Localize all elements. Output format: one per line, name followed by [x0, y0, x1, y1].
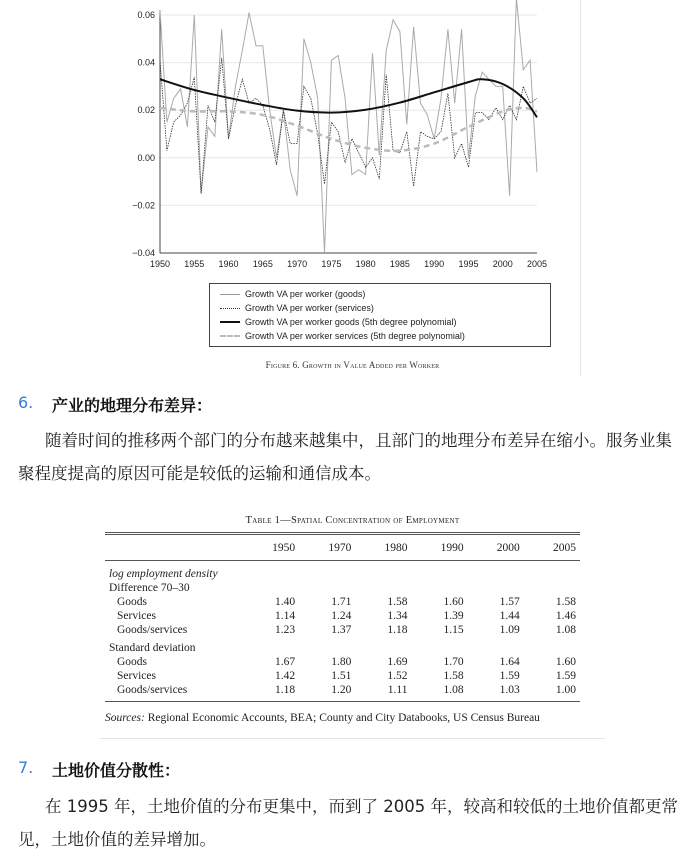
cell-value: 1.71: [331, 596, 352, 608]
row-label: Services: [117, 610, 156, 622]
cell-value: 1.08: [411, 683, 467, 702]
table-row: [105, 637, 580, 655]
cell-value: 1.59: [555, 670, 576, 682]
y-tick-label: −0.04: [132, 248, 155, 258]
group-label: log employment density: [109, 568, 218, 580]
x-tick-label: 1960: [218, 259, 239, 269]
table-row: [105, 683, 580, 702]
column-header: 1980: [355, 534, 411, 561]
x-tick-label: 1970: [287, 259, 308, 269]
section-7-paragraph: 在 1995 年，土地价值的分布更集中，而到了 2005 年，较高和较低的土地价值都更常见，土地价值的差异增加。: [18, 797, 678, 849]
section-number: 6.: [18, 393, 34, 412]
x-tick-label: 1965: [252, 259, 273, 269]
x-tick-label: 1985: [389, 259, 410, 269]
cell-value: 1.60: [555, 656, 576, 668]
chart-legend: [209, 283, 551, 347]
sources-text: Regional Economic Accounts, BEA; County and City Databooks, US Census Bureau: [147, 712, 540, 724]
table-row: [105, 623, 580, 637]
column-header: 2005: [524, 534, 580, 561]
legend-label: Growth VA per worker services (5th degree polynomial): [245, 331, 465, 341]
cell-value: 1.58: [555, 596, 576, 608]
cell-value: 1.34: [387, 610, 408, 622]
x-tick-label: 1990: [424, 259, 445, 269]
sources-label: Sources:: [105, 712, 145, 724]
cell-value: 1.37: [331, 624, 352, 636]
legend-item-goods: [210, 287, 550, 301]
row-label: Goods/services: [117, 624, 188, 636]
table-row: [105, 609, 580, 623]
table-row: [105, 669, 580, 683]
cell-value: 1.59: [499, 670, 520, 682]
cell-value: 1.44: [499, 610, 520, 622]
table-row: [105, 655, 580, 669]
cell-value: 1.67: [275, 656, 296, 668]
legend-item-services-poly: [210, 329, 550, 343]
cell-value: 1.64: [499, 656, 520, 668]
x-tick-label: 1955: [184, 259, 205, 269]
section-6-paragraph: 随着时间的推移两个部门的分布越来越集中，且部门的地理分布差异在缩小。服务业集聚程度提高的原因可能是较低的运输和通信成本。: [18, 431, 672, 483]
column-header: 1990: [411, 534, 467, 561]
cell-value: 1.58: [387, 596, 408, 608]
cell-value: 1.40: [275, 596, 296, 608]
table-row: [105, 561, 580, 582]
cell-value: 1.00: [524, 683, 580, 702]
section-6-heading: [18, 393, 213, 416]
table-sources: [105, 712, 540, 724]
figure-caption: Figure 6. Growth in Value Added per Worker: [265, 360, 440, 370]
cell-value: 1.69: [387, 656, 408, 668]
column-header: [105, 534, 243, 561]
y-tick-label: 0.02: [137, 105, 155, 116]
cell-value: 1.03: [468, 683, 524, 702]
cell-value: 1.18: [243, 683, 299, 702]
table-1: [100, 510, 605, 739]
x-tick-label: 1950: [149, 259, 171, 269]
section-label: Difference 70–30: [109, 582, 190, 594]
cell-value: 1.23: [275, 624, 296, 636]
cell-value: 1.11: [355, 683, 411, 702]
row-label: Goods: [117, 656, 148, 668]
legend-label: Growth VA per worker (goods): [245, 289, 366, 299]
cell-value: 1.80: [331, 656, 352, 668]
figure-6: [125, 0, 581, 376]
series-line-thin-gray: [160, 0, 537, 253]
column-header: 2000: [468, 534, 524, 561]
cell-value: 1.52: [387, 670, 408, 682]
y-tick-label: 0.00: [137, 152, 155, 163]
section-title: 产业的地理分布差异：: [52, 396, 213, 415]
y-tick-label: −0.02: [132, 200, 155, 211]
cell-value: 1.24: [331, 610, 352, 622]
row-label: Services: [117, 670, 156, 682]
section-7-heading: [18, 758, 181, 781]
x-tick-label: 1980: [355, 259, 376, 269]
table-row: [105, 595, 580, 609]
cell-value: 1.51: [331, 670, 352, 682]
y-tick-label: 0.04: [137, 57, 155, 68]
x-tick-label: 1975: [321, 259, 342, 269]
table-row: [105, 581, 580, 595]
legend-item-services: [210, 301, 550, 315]
cell-value: 1.46: [555, 610, 576, 622]
legend-item-goods-poly: [210, 315, 550, 329]
x-tick-label: 1995: [458, 259, 479, 269]
employment-table: [105, 532, 580, 702]
row-label: Goods: [117, 596, 148, 608]
cell-value: 1.58: [443, 670, 464, 682]
cell-value: 1.57: [499, 596, 520, 608]
x-tick-label: 2000: [492, 259, 513, 269]
cell-value: 1.08: [555, 624, 576, 636]
growth-chart: [125, 0, 580, 280]
cell-value: 1.15: [443, 624, 464, 636]
y-tick-label: 0.06: [137, 10, 155, 20]
cell-value: 1.70: [443, 656, 464, 668]
cell-value: 1.18: [387, 624, 408, 636]
column-header: 1970: [299, 534, 355, 561]
cell-value: 1.20: [299, 683, 355, 702]
section-label: Standard deviation: [109, 642, 196, 654]
cell-value: 1.14: [275, 610, 296, 622]
legend-label: Growth VA per worker goods (5th degree polynomial): [245, 317, 457, 327]
cell-value: 1.42: [275, 670, 296, 682]
cell-value: 1.09: [499, 624, 520, 636]
cell-value: 1.60: [443, 596, 464, 608]
x-tick-label: 2005: [526, 259, 548, 269]
table-title: Table 1—Spatial Concentration of Employment: [245, 515, 460, 526]
legend-label: Growth VA per worker (services): [245, 303, 374, 313]
column-header: 1950: [243, 534, 299, 561]
section-number: 7.: [18, 758, 34, 777]
cell-value: 1.39: [443, 610, 464, 622]
row-label: Goods/services: [105, 683, 243, 702]
section-title: 土地价值分散性：: [52, 761, 181, 780]
